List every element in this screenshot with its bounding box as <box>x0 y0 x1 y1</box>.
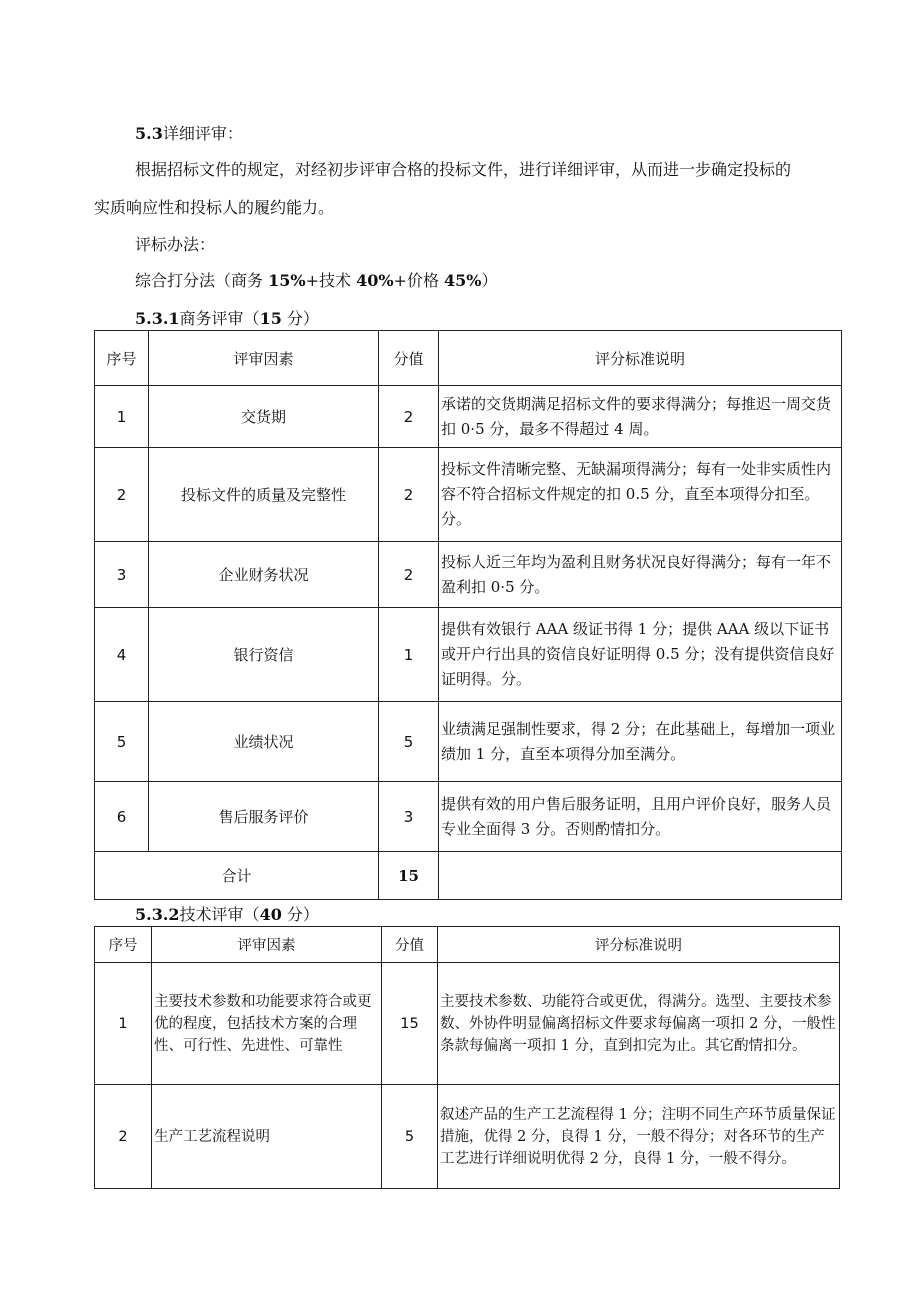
row-criteria: 主要技术参数、功能符合或更优，得满分。选型、主要技术参数、外协件明显偏离招标文件要求每偏离一项扣 2 分，一般性条款每偏离一项扣 1 分，直到扣完为止。其它酌情扣分。 <box>438 963 840 1085</box>
row-score: 2 <box>379 542 439 608</box>
row-criteria: 叙述产品的生产工艺流程得 1 分；注明不同生产环节质量保证措施，优得 2 分，良得 1 分，一般不得分；对各环节的生产工艺进行详细说明优得 2 分，良得 1 分，一般不得分。 <box>438 1085 840 1189</box>
header-criteria: 评分标准说明 <box>438 927 840 963</box>
table-header-row <box>95 331 842 386</box>
table-row <box>95 782 842 852</box>
tech-section-number: 5.3.2 <box>135 905 180 924</box>
row-no: 1 <box>95 963 152 1085</box>
row-criteria: 投标人近三年均为盈利且财务状况良好得满分；每有一年不盈利扣 0·5 分。 <box>439 542 842 608</box>
intro-line-1: 根据招标文件的规定，对经初步评审合格的投标文件，进行详细评审，从而进一步确定投标的 <box>135 160 792 179</box>
row-criteria: 业绩满足强制性要求，得 2 分；在此基础上，每增加一项业绩加 1 分，直至本项得分加至满分。 <box>439 702 842 782</box>
method-part-e: +价格 <box>393 271 445 290</box>
row-no: 2 <box>95 1085 152 1189</box>
table-row <box>95 608 842 702</box>
intro-line-2: 实质响应性和投标人的履约能力。 <box>94 198 335 217</box>
table-row <box>95 702 842 782</box>
tech-section-title <box>135 905 319 925</box>
method-part-a: 综合打分法（商务 <box>135 271 269 290</box>
header-score: 分值 <box>379 331 439 386</box>
row-score: 1 <box>379 608 439 702</box>
row-no: 2 <box>95 448 149 542</box>
tech-title-points: 40 <box>259 905 282 924</box>
row-score: 3 <box>379 782 439 852</box>
method-biz-weight: 15% <box>268 271 306 290</box>
row-criteria: 提供有效的用户售后服务证明，且用户评价良好，服务人员专业全面得 3 分。否则酌情扣分。 <box>439 782 842 852</box>
biz-section-title <box>135 309 319 329</box>
row-factor: 业绩状况 <box>149 702 379 782</box>
row-factor: 银行资信 <box>149 608 379 702</box>
section-title: 详细评审： <box>162 124 243 143</box>
total-value: 15 <box>379 852 439 900</box>
row-no: 6 <box>95 782 149 852</box>
row-no: 4 <box>95 608 149 702</box>
table-row <box>95 542 842 608</box>
table-row <box>95 448 842 542</box>
row-score: 5 <box>379 702 439 782</box>
header-score: 分值 <box>382 927 438 963</box>
row-no: 3 <box>95 542 149 608</box>
header-no: 序号 <box>95 331 149 386</box>
tech-title-a: 技术评审（ <box>179 905 260 924</box>
row-score: 15 <box>382 963 438 1085</box>
row-factor: 企业财务状况 <box>149 542 379 608</box>
row-no: 5 <box>95 702 149 782</box>
method-price-weight: 45% <box>444 271 482 290</box>
row-criteria: 投标文件清晰完整、无缺漏项得满分；每有一处非实质性内容不符合招标文件规定的扣 0.5 分，直至本项得分扣至。分。 <box>439 448 842 542</box>
row-factor: 生产工艺流程说明 <box>152 1085 382 1189</box>
method-part-g: ） <box>481 271 498 290</box>
table-row <box>95 963 840 1085</box>
method-tech-weight: 40% <box>356 271 394 290</box>
header-factor: 评审因素 <box>149 331 379 386</box>
total-criteria-empty <box>439 852 842 900</box>
row-factor: 交货期 <box>149 386 379 448</box>
header-factor: 评审因素 <box>152 927 382 963</box>
table-header-row <box>95 927 840 963</box>
biz-section-number: 5.3.1 <box>135 309 180 328</box>
table-row <box>95 1085 840 1189</box>
biz-title-c: 分） <box>281 309 319 328</box>
total-row <box>95 852 842 900</box>
header-no: 序号 <box>95 927 152 963</box>
method-label: 评标办法： <box>135 235 216 254</box>
tech-title-c: 分） <box>281 905 319 924</box>
header-criteria: 评分标准说明 <box>439 331 842 386</box>
row-score: 2 <box>379 448 439 542</box>
row-score: 2 <box>379 386 439 448</box>
method-weights <box>135 271 498 291</box>
row-factor: 售后服务评价 <box>149 782 379 852</box>
section-heading <box>135 124 243 144</box>
biz-title-points: 15 <box>259 309 282 328</box>
row-score: 5 <box>382 1085 438 1189</box>
total-label: 合计 <box>95 852 379 900</box>
biz-title-a: 商务评审（ <box>179 309 260 328</box>
row-criteria: 承诺的交货期满足招标文件的要求得满分；每推迟一周交货扣 0·5 分，最多不得超过 4 周。 <box>439 386 842 448</box>
section-number: 5.3 <box>135 124 163 143</box>
row-factor: 投标文件的质量及完整性 <box>149 448 379 542</box>
business-review-table <box>94 330 842 900</box>
technical-review-table <box>94 926 840 1189</box>
table-row <box>95 386 842 448</box>
row-factor: 主要技术参数和功能要求符合或更优的程度，包括技术方案的合理性、可行性、先进性、可靠性 <box>152 963 382 1085</box>
row-criteria: 提供有效银行 AAA 级证书得 1 分；提供 AAA 级以下证书或开户行出具的资信良好证明得 0.5 分；没有提供资信良好证明得。分。 <box>439 608 842 702</box>
method-part-c: +技术 <box>305 271 357 290</box>
row-no: 1 <box>95 386 149 448</box>
